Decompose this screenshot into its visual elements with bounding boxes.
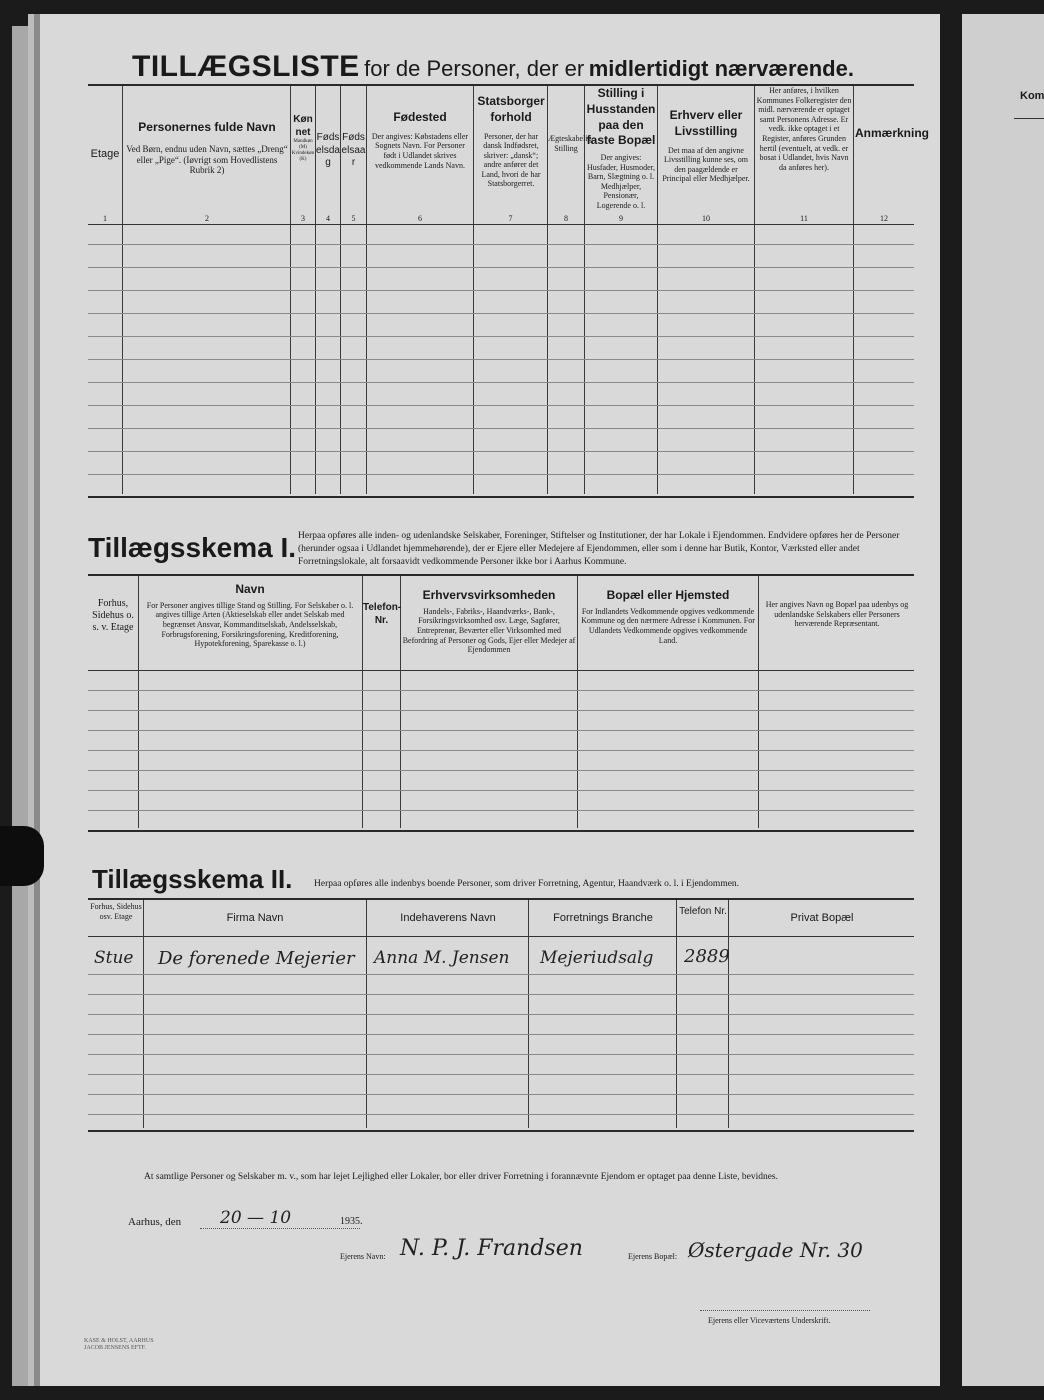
skema2-col-indehaver: Indehaverens Navn [400, 912, 496, 924]
skema1-col-bopael: Bopæl eller Hjemsted For Indlandets Vedkommende opgives vedkommende Kommune og den nærmere Adresse i Kommunen. For Udlandets Vedkommende opgives vedkommende Land. [581, 588, 755, 645]
col-adresse: Her anføres, i hvilken Kommunes Folkeregister den midl. nærværende er optaget samt Personens Adresse. Er vedk. ikke optaget i et Register, anføres Grunden hertil (eventuelt, at vedk. er bosat i Udlandet, hvis Navn da anføres her). [756, 86, 852, 172]
skema1-intro: Herpaa opføres alle inden- og udenlandske Selskaber, Foreninger, Stiftelser og Institutioner, der har Lokale i Ejendommen. Endvidere opføres her de Personer (herunder ogsaa i Udlandet hjemmehørende), der er Ejere eller Medejere af Ejendommen, eller som i denne har Butik, Kontor, Værksted eller andet Forretningslokale, alt forsaavidt vedkommende Personer ikke bor i Aarhus Kommune. [298, 531, 900, 567]
col-erhverv: Erhverv eller Livsstilling Det maa af den angivne Livsstilling kunne ses, om den paagældende er Principal eller Medhjælper. [662, 108, 750, 184]
row-branche: Mejeriudsalg [540, 948, 654, 968]
skema1-col-erhverv: Erhvervsvirksomheden Handels-, Fabriks-, Haandværks-, Bank-, Forsikringsvirksomhed osv. Læge, Sagfører, Entreprenør, Beværter eller Virksomhed med Befordring af Personer og Gods, Ejer eller Medejer af Ejendommen [402, 588, 576, 655]
skema2-col-bopael: Privat Bopæl [790, 912, 854, 924]
col-etage: Etage [90, 148, 120, 160]
skema1-col-repraesentant: Her angives Navn og Bopæl paa udenbys og udenlandske Selskabers eller Personers herværende Repræsentant. [765, 600, 909, 629]
col-aegteskab: Ægteskabelig Stilling [548, 134, 592, 153]
adjacent-page-fragment: Kom [1020, 90, 1044, 102]
col-foedselsaar: Fødselsaar [341, 132, 366, 168]
col-statsborger: Statsborgerforhold Personer, der har dansk Indfødsret, skriver: „dansk“; andre anfører det Land, hvori de har Statsborgerret. [477, 94, 545, 189]
owner-name-label: Ejerens Navn: [340, 1252, 386, 1261]
row-etage: Stue [94, 948, 134, 968]
skema2-col-firma: Firma Navn [226, 912, 284, 924]
row-firma: De forenede Mejerier [158, 948, 355, 969]
skema2-heading: Tillægsskema II. [92, 864, 293, 894]
col-foedested: Fødested Der angives: Købstadens eller Sognets Navn. For Personer født i Udlandet skrives vedkommende Lands Navn. [371, 110, 469, 170]
skema2-col-etage: Forhus, Sidehus osv. Etage [90, 902, 142, 921]
col-koen: Kønnet Mandkøn (M) Kvindekøn (K) [291, 114, 315, 162]
signature-label: Ejerens eller Viceværtens Underskrift. [708, 1316, 831, 1325]
form-page: TILLÆGSLISTE for de Personer, der er midlertidigt nærværende. Etage Personernes fulde Navn Ved Børn, endnu uden Navn, sættes „Dreng“ eller „Pige“. (Iøvrigt som Hovedlistens Rubrik 2) Kønnet Mandkøn (M) Kvindekøn (K) Fødselsdag Fødselsaar Fødested Der angives: Købstadens eller Sognets Navn. For Personer født i Udlandet skrives vedkommende Lands Navn. Statsborgerforhold Personer, der har dansk Indfødsret, skriver: „dansk“; andre anfører det Land, hvori de har Statsborgerret. Ægteskabelig Stilling Stilling i Husstanden paa den faste Bopæl Der angives: Husfader, Husmoder, Barn, Slægtning o. l. Medhjælper, Pensionær, Logerende o. l. Erhverv eller Livsstilling Det maa af den angivne Livsstilling kunne ses, om den paagældende er Principal eller Medhjælper. Her anføres, i hvilken Kommunes Folkeregister den midl. nærværende er optaget samt Personens Adresse. Er vedk. ikke optaget i et Register, anføres Grunden hertil (eventuelt, at vedk. er bosat i Udlandet, hvis Navn da anføres her). Anmærkning 1 2 3 4 5 6 7 8 9 10 11 12 Tillægsskema I. Herpaa opføres alle inden- og udenlandske Selskaber, Foreninger, Stiftelser og Institutioner, der har Lokale i Ejendommen. Endvidere opføres her de Personer (herunder ogsaa i Udlandet hjemmehørende), der er Ejere eller Medejere af Ejendommen, eller som i denne har Butik, Kontor, Værksted eller andet Forretningslokale, alt forsaavidt vedkommende Personer ikke bor i Aarhus Kommune. Forhus, Sidehus o. s. v. Etage Navn For Personer angives tillige Stand og Stilling. For Selskaber o. l. angives tillige Arten (Aktieselskab eller andet Selskab med begrænset Ansvar, Kommanditselskab, Andelsselskab, Forbrugsforening, Forsikringsforening, Kreditforening, Hypotekforening, Sparekasse o. l.) Telefon-Nr. Erhvervsvirksomheden Handels-, Fabriks-, Haandværks-, Bank-, Forsikringsvirksomhed osv. Læge, Sagfører, Entreprenør, Beværter eller Virksomhed med Befordring af Personer og Gods, Ejer eller Medejer af Ejendommen Bopæl eller Hjemsted For Indlandets Vedkommende opgives vedkommende Kommune og den nærmere Adresse i Kommunen. For Udlandets Vedkommende opgives vedkommende Land. Her angives Navn og Bopæl paa udenbys og udenlandske Selskabers eller Personers herværende Repræsentant. Tillægsskema II. Herpaa opføres alle indenbys boende Personer, som driver Forretning, Agentur, Haandværk o. l. i Ejendommen. Forhus, Sidehus osv. Etage Firma Navn Indehaverens Navn Forretnings Branche Telefon Nr. Privat Bopæl Stue De forenede Mejerier Anna M. Jensen Mejeriudsalg 2889 At samtlige Personer og Selskaber m. v., som har lejet Lejlighed eller Lokaler, bor eller driver Forretning i forannævnte Ejendom er optaget paa denne Liste, bevidnes. Aarhus, den 20 — 10 1935. Ejerens Navn: N. P. J. Frandsen Ejerens Bopæl: Østergade Nr. 30 Ejerens eller Viceværtens Underskrift. KASE & HOLST, AARHUS JACOB JENSENS EFTF. [40, 14, 940, 1386]
skema1-heading: Tillægsskema I. [88, 532, 297, 563]
printer-imprint: KASE & HOLST, AARHUS JACOB JENSENS EFTF. [84, 1338, 154, 1352]
page-edge [12, 26, 34, 1386]
year-label: 1935. [340, 1216, 363, 1227]
skema2-col-branche: Forretnings Branche [553, 912, 653, 924]
skema2-intro: Herpaa opføres alle indenbys boende Personer, som driver Forretning, Agentur, Haandværk o. l. i Ejendommen. [314, 879, 740, 889]
city-date-label: Aarhus, den [128, 1216, 182, 1228]
col-stilling: Stilling i Husstanden paa den faste Bopæl Der angives: Husfader, Husmoder, Barn, Slægtning o. l. Medhjælper, Pensionær, Logerende o. l. [586, 86, 656, 210]
owner-address: Østergade Nr. 30 [688, 1238, 863, 1262]
skema2-col-telefon: Telefon Nr. [679, 906, 727, 917]
owner-address-label: Ejerens Bopæl: [628, 1252, 678, 1261]
col-foedselsdag: Fødselsdag [316, 132, 340, 168]
skema1-col-navn: Navn For Personer angives tillige Stand og Stilling. For Selskaber o. l. angives tillige Arten (Aktieselskab eller andet Selskab med begrænset Ansvar, Kommanditselskab, Andelsselskab, Forbrugsforening, Forsikringsforening, Kreditforening, Hypotekforening, Sparekasse o. l.) [146, 582, 354, 649]
page-title: TILLÆGSLISTE for de Personer, der er midlertidigt nærværende. [132, 50, 854, 83]
owner-name: N. P. J. Frandsen [400, 1236, 583, 1261]
row-telefon: 2889 [684, 946, 730, 967]
skema1-col-telefon: Telefon-Nr. [363, 602, 402, 626]
adjacent-page [962, 14, 1044, 1386]
binder-clip [0, 826, 44, 886]
certification-text: At samtlige Personer og Selskaber m. v., som har lejet Lejlighed eller Lokaler, bor eller driver Forretning i forannævnte Ejendom er optaget paa denne Liste, bevidnes. [144, 1172, 778, 1182]
row-indehaver: Anna M. Jensen [374, 948, 510, 968]
col-anmaerkning: Anmærkning [855, 126, 930, 140]
date-handwritten: 20 — 10 [220, 1208, 292, 1228]
skema2-table [88, 898, 914, 1132]
skema1-col-etage: Forhus, Sidehus o. s. v. Etage [92, 598, 134, 633]
col-navn: Personernes fulde Navn Ved Børn, endnu uden Navn, sættes „Dreng“ eller „Pige“. (Iøvrigt som Hovedlistens Rubrik 2) [126, 120, 288, 176]
